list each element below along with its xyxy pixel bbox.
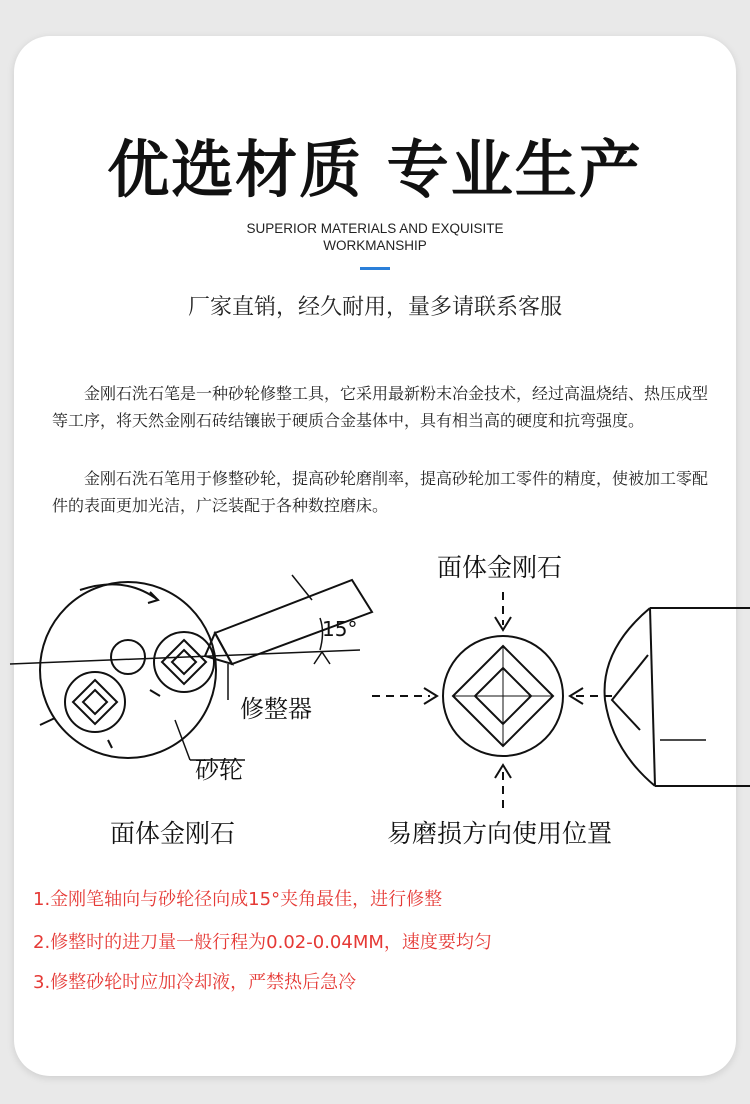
description-paragraph-1 [52, 380, 717, 434]
dresser-label: 修整器 [240, 695, 312, 723]
pen-side-view [605, 608, 750, 786]
description-paragraph-2 [52, 465, 717, 519]
left-caption: 面体金刚石 [110, 819, 236, 848]
note-2: 2.修整时的进刀量一般行程为0.02-0.04MM，速度要均匀 [33, 932, 492, 953]
page-title: 优选材质 专业生产 [107, 133, 643, 206]
diamond-face-icon [453, 646, 553, 746]
wheel-label: 砂轮 [195, 756, 243, 784]
dressing-diagram [0, 540, 750, 870]
grinding-wheel [40, 582, 216, 758]
right-top-label: 面体金刚石 [437, 553, 563, 582]
note-3: 3.修整砂轮时应加冷却液，严禁热后急冷 [33, 972, 357, 993]
tagline: 厂家直销，经久耐用，量多请联系客服 [187, 295, 562, 320]
angle-label: 15° [322, 617, 358, 641]
diamond-icon-left [73, 680, 117, 724]
note-1: 1.金刚笔轴向与砂轮径向成15°夹角最佳，进行修整 [33, 889, 443, 910]
right-caption: 易磨损方向使用位置 [387, 819, 613, 848]
description-text-1: 金刚石洗石笔是一种砂轮修整工具，它采用最新粉末冶金技术，经过高温烧结、热压成型等工序，将天然金刚石砖结镶嵌于硬质合金基体中，具有相当高的硬度和抗弯强度。 [52, 384, 709, 430]
english-subtitle: SUPERIOR MATERIALS AND EXQUISITE WORKMANSHIP [246, 221, 504, 253]
diamond-icon-right [162, 640, 206, 684]
title-divider [360, 267, 390, 270]
description-text-2: 金刚石洗石笔用于修整砂轮，提高砂轮磨削率，提高砂轮加工零件的精度，使被加工零配件的表面更加光洁，广泛装配于各种数控磨床。 [52, 469, 709, 515]
